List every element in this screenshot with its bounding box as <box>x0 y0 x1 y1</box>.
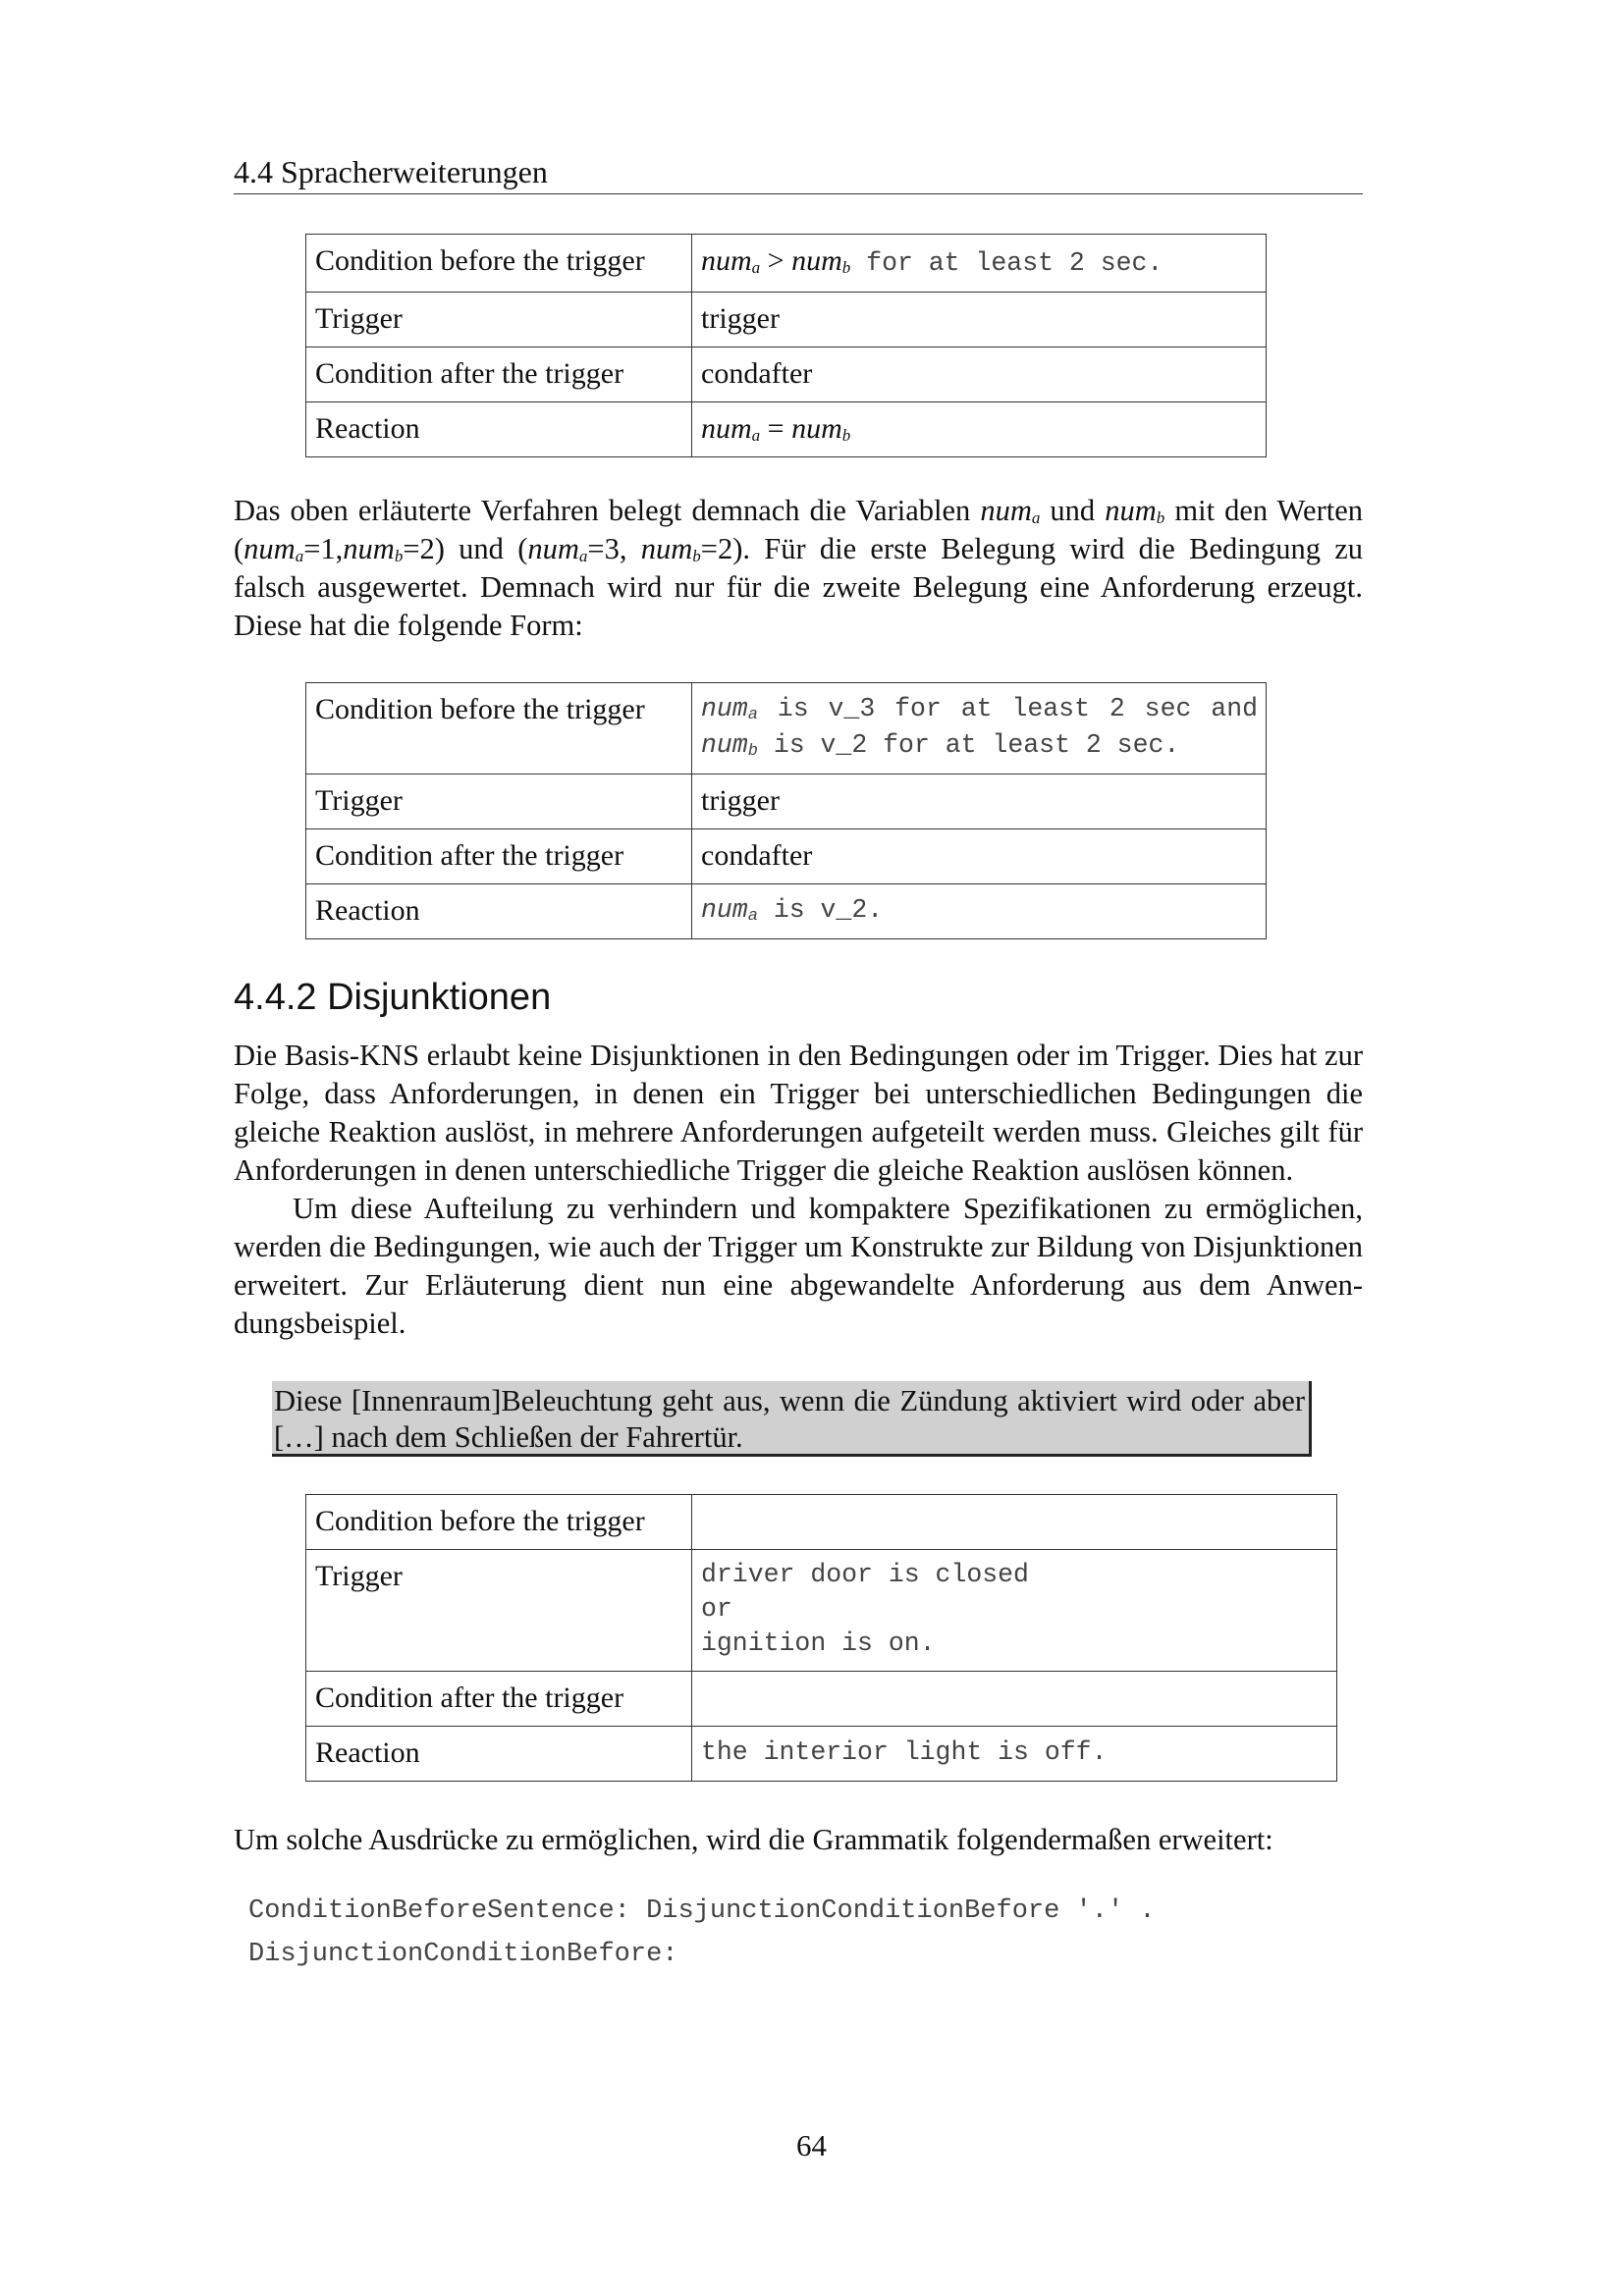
table-row <box>306 402 1267 457</box>
row-label: Trigger <box>306 774 692 829</box>
row-label: Reaction <box>306 884 692 939</box>
table-row <box>306 884 1267 939</box>
row-label: Condition before the trigger <box>306 1495 692 1550</box>
row-value <box>692 1495 1337 1550</box>
row-label: Reaction <box>306 1727 692 1782</box>
requirement-table-2 <box>305 682 1267 939</box>
row-label: Trigger <box>306 1550 692 1672</box>
table-row <box>306 1672 1337 1727</box>
row-value: trigger <box>692 293 1267 347</box>
row-label: Condition before the trigger <box>306 683 692 774</box>
row-label: Condition after the trigger <box>306 1672 692 1727</box>
body-paragraph-3: Um solche Ausdrücke zu ermöglichen, wird die Grammatik folgendermaßen erweitert: <box>234 1823 1273 1856</box>
section-heading: 4.4.2 Disjunktionen <box>234 977 552 1018</box>
table-row <box>306 1727 1337 1782</box>
row-label: Condition before the trigger <box>306 235 692 293</box>
row-value: num$_a$ > num$_b$ for at least 2 sec. <box>692 235 1267 293</box>
row-value: driver door is closed or ignition is on. <box>692 1550 1337 1672</box>
row-value: condafter <box>692 347 1267 402</box>
table-row <box>306 293 1267 347</box>
row-value <box>692 1672 1337 1727</box>
row-label: Condition after the trigger <box>306 829 692 884</box>
running-header: 4.4 Spracherweiterungen <box>234 152 1363 194</box>
table-row <box>306 235 1267 293</box>
table-row <box>306 774 1267 829</box>
row-value: trigger <box>692 774 1267 829</box>
page-number: 64 <box>796 2128 827 2163</box>
quote-text: Diese [Innenraum]Beleuchtung geht aus, wenn die Zündung aktiviert wird oder aber […] nach dem Schließen der Fahrertür. <box>274 1384 1305 1454</box>
table-row <box>306 1550 1337 1672</box>
paragraph-text: Um diese Aufteilung zu verhindern und kompaktere Spezifikationen zu ermöglichen, werden die Bedingungen, wie auch der Trigger um Konstrukte zur Bildung von Disjunktionen erweitert. Zur Erläuterung dient nun eine abgewandelte Anforderung aus dem Anwendungsbeispiel. <box>234 1192 1363 1340</box>
row-value: num$_a$ = num$_b$ <box>692 402 1267 457</box>
body-paragraph-1: Das oben erläuterte Verfahren belegt demnach die Variablen num$_a$ und num$_b$ mit den Werten (num$_a$=1,num$_b$=2) und (num$_a$=3, num$_b$=2). Für die erste Belegung wird die Bedingung zu falsch ausgewertet. Demnach wird nur für die zweite Belegung eine Anforderung erzeugt. Diese hat die folgende Form: <box>234 494 1364 642</box>
grammar-line-1: ConditionBeforeSentence: DisjunctionConditionBefore '.' . <box>248 1896 1156 1926</box>
row-value: num$_a$ is v_3 for at least 2 sec and num$_b$ is v_2 for at least 2 sec. <box>692 683 1267 774</box>
grammar-line-2: DisjunctionConditionBefore: <box>248 1940 678 1969</box>
requirement-table-3 <box>305 1494 1337 1782</box>
body-paragraph-2 <box>234 1037 1363 1343</box>
table-row <box>306 1495 1337 1550</box>
row-value: condafter <box>692 829 1267 884</box>
row-label: Reaction <box>306 402 692 457</box>
row-label: Trigger <box>306 293 692 347</box>
paragraph-text: Die Basis-KNS erlaubt keine Disjunktionen in den Bedingungen oder im Trigger. Dies hat zur Folge, dass Anforderungen, in denen ein Trigger bei unterschiedlichen Bedingungen die gleiche Reaktion auslöst, in mehrere Anforderungen aufgeteilt werden muss. Gleiches gilt für Anforderungen in denen unterschiedliche Trigger die gleiche Reaktion auslösen können. <box>234 1039 1363 1187</box>
row-label: Condition after the trigger <box>306 347 692 402</box>
row-value: the interior light is off. <box>692 1727 1337 1782</box>
table-row <box>306 347 1267 402</box>
table-row <box>306 829 1267 884</box>
requirement-quote <box>272 1381 1312 1457</box>
requirement-table-1 <box>305 234 1267 457</box>
row-value: num$_a$ is v_2. <box>692 884 1267 939</box>
table-row <box>306 683 1267 774</box>
